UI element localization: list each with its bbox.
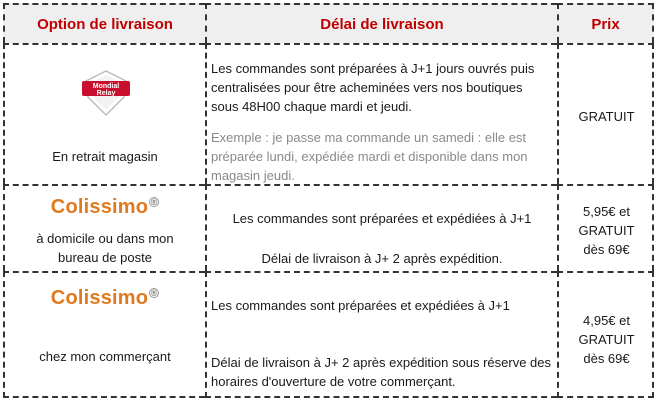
row-3-option-label: chez mon commerçant [39, 349, 171, 364]
row-3-delai [205, 271, 557, 398]
svg-text:Mondial: Mondial [92, 83, 120, 90]
row-3-prix [557, 271, 654, 398]
registered-icon: ® [150, 197, 158, 208]
row-1-delai [205, 43, 557, 184]
row-2-prix [557, 184, 654, 271]
registered-icon: ® [150, 288, 158, 299]
header-prix [557, 3, 654, 43]
header-prix-label: Prix [591, 15, 620, 33]
row-1-delai-main: Les commandes sont préparées à J+1 jours ouvrés puis centralisées pour être acheminées vers nos boutiques sous 48H00 chaque mardi et jeudi. [211, 61, 535, 114]
row-3-delai-second: Délai de livraison à J+ 2 après expédition sous réserve des horaires d'ouverture de votre commerçant. [211, 355, 551, 389]
header-option-label: Option de livraison [37, 15, 173, 33]
row-2-prix-value: 5,95€ et GRATUIT dès 69€ [578, 204, 635, 257]
row-3-delai-main: Les commandes sont préparées et expédiées à J+1 [211, 298, 510, 313]
row-2-option [3, 184, 205, 271]
row-3-option [3, 271, 205, 398]
row-1-prix-value: GRATUIT [578, 109, 635, 124]
delivery-options-table [3, 3, 654, 398]
row-2-delai [205, 184, 557, 271]
header-delai [205, 3, 557, 43]
row-2-delai-second: Délai de livraison à J+ 2 après expédition. [261, 251, 503, 266]
colissimo-logo-text: Colissimo [50, 196, 149, 218]
header-delai-label: Délai de livraison [320, 15, 444, 33]
colissimo-logo [5, 287, 205, 310]
row-3-prix-value: 4,95€ et GRATUIT dès 69€ [578, 313, 635, 366]
row-1-option [3, 43, 205, 184]
header-option [3, 3, 205, 43]
row-1-prix [557, 43, 654, 184]
row-2-delai-main: Les commandes sont préparées et expédiées à J+1 [232, 211, 532, 226]
row-2-option-label: à domicile ou dans mon bureau de poste [36, 231, 174, 265]
row-1-option-label: En retrait magasin [52, 149, 158, 164]
mondial-relay-logo [78, 67, 134, 119]
colissimo-logo-text: Colissimo [50, 287, 149, 309]
colissimo-logo [5, 196, 205, 219]
row-1-delai-example: Exemple : je passe ma commande un samedi : elle est préparée lundi, expédiée mardi et disponible dans mon magasin jeudi. [211, 130, 528, 183]
svg-text:Relay: Relay [96, 90, 116, 97]
